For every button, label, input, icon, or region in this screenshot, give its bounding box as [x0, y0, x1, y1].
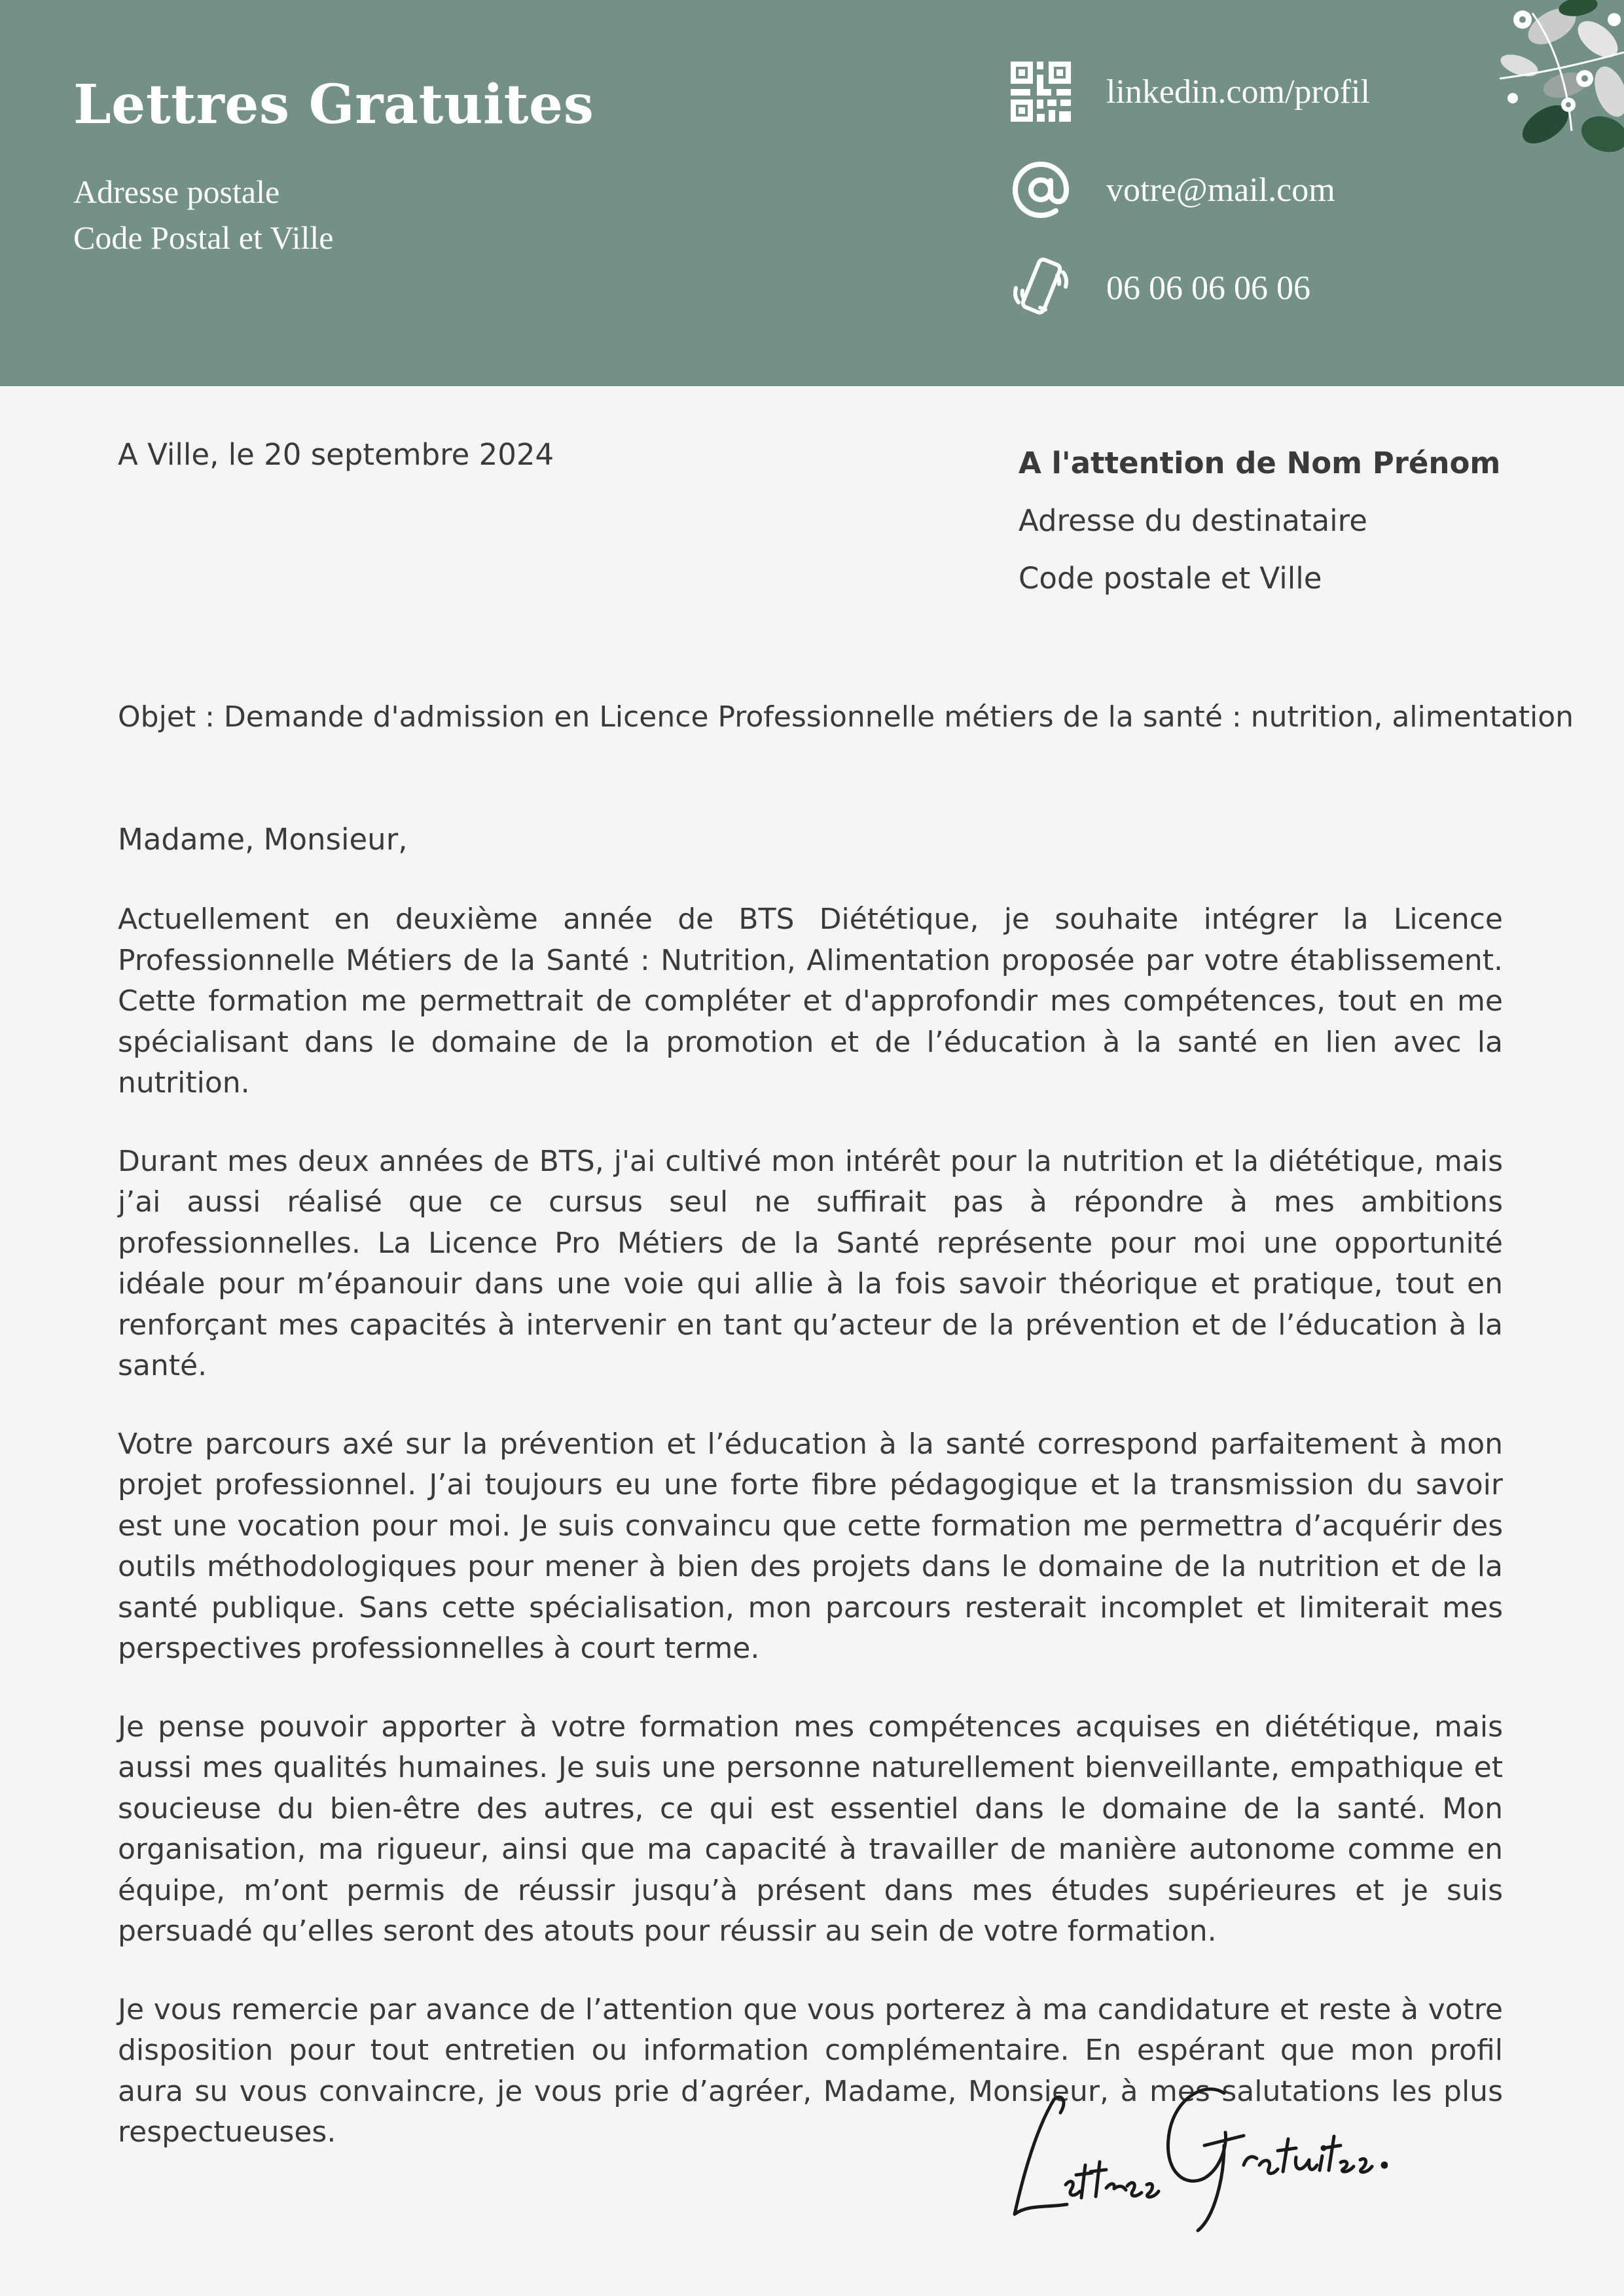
at-sign-icon — [1008, 157, 1074, 223]
recipient-city: Code postale et Ville — [1019, 561, 1322, 596]
handwritten-signature — [1008, 2073, 1388, 2237]
recipient-address: Adresse du destinataire — [1019, 503, 1367, 538]
sender-address-line1: Adresse postale — [73, 173, 280, 210]
recipient-name: A l'attention de Nom Prénom — [1019, 446, 1501, 480]
phone-text[interactable]: 06 06 06 06 06 — [1106, 269, 1310, 307]
phone-icon — [1008, 255, 1074, 321]
qr-code-icon — [1008, 59, 1074, 124]
email-text[interactable]: votre@mail.com — [1106, 171, 1335, 209]
body-paragraph-1: Actuellement en deuxième année de BTS Diététique, je souhaite intégrer la Licence Professionnelle Métiers de la Santé : Nutrition, Alimentation proposée par votre établissement. Cette formation me permettrait de compléter et d'approfondir mes compétences, tout en me spécialisant dans le domaine de la promotion et de l’éducation à la santé en lien avec la nutrition. — [118, 903, 1503, 1100]
letter-subject: Objet : Demande d'admission en Licence Professionnelle métiers de la santé : nutrition, alimentation — [118, 700, 1574, 734]
body-paragraph-3: Votre parcours axé sur la prévention et l’éducation à la santé correspond parfaitement à mon projet professionnel. J’ai toujours eu une forte fibre pédagogique et la transmission du savoir est une vocation pour moi. Je suis convaincu que cette formation me permettra d’acquérir des outils méthodologiques pour mener à bien des projets dans le domaine de la nutrition et de la santé publique. Sans cette spécialisation, mon parcours resterait incomplet et limiterait mes perspectives professionnelles à court terme. — [118, 1427, 1503, 1665]
recipient-block — [1019, 435, 1500, 607]
contact-linkedin — [1008, 59, 1370, 124]
letter-date: A Ville, le 20 septembre 2024 — [118, 437, 554, 472]
sender-name: Lettres Gratuites — [73, 73, 594, 136]
body-paragraph-5: Je vous remercie par avance de l’attention que vous porterez à ma candidature et reste à votre disposition pour tout entretien ou information complémentaire. En espérant que mon profil aura su vous convaincre, je vous prie d’agréer, Madame, Monsieur, à mes salutations les plus respectueuses. — [118, 1992, 1503, 2149]
sender-address — [73, 169, 333, 260]
linkedin-text[interactable]: linkedin.com/profil — [1106, 73, 1370, 111]
body-paragraph-2: Durant mes deux années de BTS, j'ai cultivé mon intérêt pour la nutrition et la diététique, mais j’ai aussi réalisé que ce cursus seul ne suffirait pas à répondre à mes ambitions professionnelles. La Licence Pro Métiers de la Santé représente pour moi une opportunité idéale pour m’épanouir dans une voie qui allie à la fois savoir théorique et pratique, tout en renforçant mes capacités à intervenir en tant qu’acteur de la prévention et de l’éducation à la santé. — [118, 1144, 1503, 1382]
body-paragraph-4: Je pense pouvoir apporter à votre formation mes compétences acquises en diététique, mais aussi mes qualités humaines. Je suis une personne naturellement bienveillante, empathique et soucieuse du bien-être des autres, ce qui est essentiel dans le domaine de la santé. Mon organisation, ma rigueur, ainsi que ma capacité à travailler de manière autonome comme en équipe, m’ont permis de réussir jusqu’à présent dans mes études supérieures et je suis persuadé qu’elles seront des atouts pour réussir au sein de votre formation. — [118, 1710, 1503, 1948]
header-band — [0, 0, 1624, 386]
sender-address-line2: Code Postal et Ville — [73, 219, 334, 256]
floral-decoration-icon — [1473, 0, 1624, 157]
contact-email — [1008, 157, 1335, 223]
contact-phone — [1008, 255, 1310, 321]
letter-salutation: Madame, Monsieur, — [118, 822, 408, 857]
letter-body — [118, 899, 1503, 2191]
